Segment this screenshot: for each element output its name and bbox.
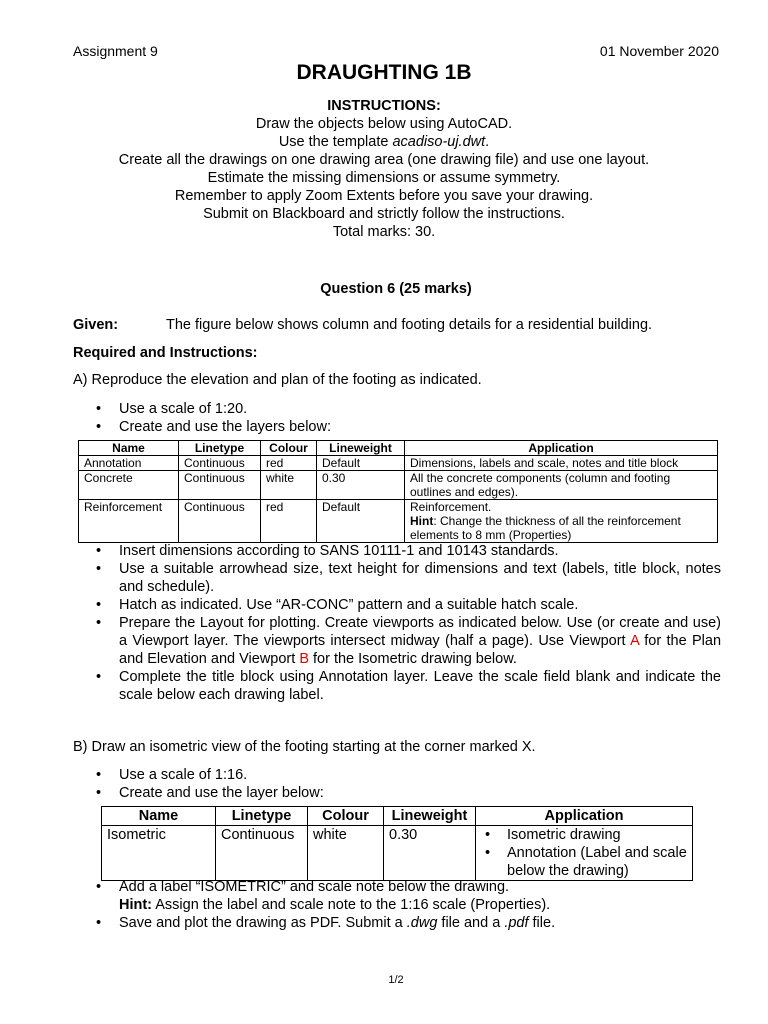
list-item: • Use a suitable arrowhead size, text height for dimensions and text (labels, title block, notes and schedule). — [73, 560, 721, 596]
table-cell: Annotation — [79, 456, 179, 471]
pdf-extension: .pdf — [504, 915, 529, 931]
list-item: • Create and use the layers below: — [73, 418, 721, 436]
table-cell: red — [261, 456, 317, 471]
instruction-line-1: Draw the objects below using AutoCAD. — [255, 116, 513, 132]
list-item — [73, 914, 733, 932]
table-cell: Concrete — [79, 471, 179, 500]
instruction-line-2-prefix: Use the template — [278, 134, 393, 150]
list-item: • Use a scale of 1:20. — [73, 400, 721, 418]
hint-label: Hint: — [119, 897, 153, 913]
save-text-2: file and a — [437, 915, 505, 931]
table-cell: white — [261, 471, 317, 500]
viewport-text-3: for the Isometric drawing below. — [308, 651, 517, 667]
part-a-text: A) Reproduce the elevation and plan of the footing as indicated. — [73, 372, 482, 388]
part-b-bullets-top — [73, 766, 721, 802]
hint-note — [119, 896, 733, 914]
save-text-1: Save and plot the drawing as PDF. Submit a — [119, 915, 407, 931]
instruction-line-2 — [36, 133, 732, 151]
list-item: • Use a scale of 1:16. — [73, 766, 721, 784]
hint-label: Hint — [410, 514, 434, 528]
table-cell: Continuous — [216, 826, 308, 881]
part-a-bullets-bottom — [73, 542, 721, 704]
page-number: 1/2 — [388, 974, 404, 986]
table-header-row — [102, 807, 693, 826]
table-cell: Reinforcement — [79, 500, 179, 543]
table-cell: Continuous — [179, 471, 261, 500]
table-header-row — [79, 441, 718, 456]
document-title: DRAUGHTING 1B — [296, 61, 472, 84]
table-cell: red — [261, 500, 317, 543]
assignment-date: 01 November 2020 — [599, 43, 719, 59]
instruction-line-6: Submit on Blackboard and strictly follow the instructions. — [203, 206, 565, 222]
list-item — [73, 614, 721, 668]
table-cell: All the concrete components (column and footing outlines and edges). — [405, 471, 718, 500]
table-cell — [476, 826, 693, 881]
table-header-application: Application — [476, 807, 693, 826]
table-row — [79, 471, 718, 500]
part-b-bullets-bottom — [73, 878, 733, 932]
table-cell: 0.30 — [317, 471, 405, 500]
instruction-line-5: Remember to apply Zoom Extents before you save your drawing. — [174, 188, 594, 204]
instruction-line-4: Estimate the missing dimensions or assume symmetry. — [207, 170, 561, 186]
part-b-text: B) Draw an isometric view of the footing starting at the corner marked X. — [73, 739, 536, 755]
table-cell — [405, 500, 718, 543]
table-header-name: Name — [79, 441, 179, 456]
hint-note — [410, 514, 712, 542]
table-row — [102, 826, 693, 881]
question-title: Question 6 (25 marks) — [320, 281, 472, 297]
instruction-line-2-suffix: . — [485, 134, 490, 150]
label-instruction: • Add a label “ISOMETRIC” and scale note below the drawing. — [119, 879, 510, 895]
application-text: Reinforcement. — [410, 500, 492, 514]
list-item: • Complete the title block using Annotation layer. Leave the scale field blank and indicate the scale below each drawing label. — [73, 668, 721, 704]
table-header-lineweight: Lineweight — [317, 441, 405, 456]
table-row — [79, 500, 718, 543]
list-item: • Hatch as indicated. Use “AR-CONC” pattern and a suitable hatch scale. — [73, 596, 721, 614]
instructions-heading: INSTRUCTIONS: — [327, 98, 441, 114]
table-cell: white — [308, 826, 384, 881]
table-cell: Dimensions, labels and scale, notes and title block — [405, 456, 718, 471]
required-heading: Required and Instructions: — [73, 345, 258, 361]
table-header-lineweight: Lineweight — [384, 807, 476, 826]
given-label: Given: — [73, 317, 119, 333]
list-item — [73, 878, 733, 914]
hint-text: : Change the thickness of all the reinforcement elements to 8 mm (Properties) — [410, 514, 681, 542]
template-filename: acadiso-uj.dwt — [392, 134, 486, 150]
given-text: The figure below shows column and footing details for a residential building. — [166, 317, 653, 333]
hint-text: Assign the label and scale note to the 1:16 scale (Properties). — [152, 897, 551, 913]
table-cell: Default — [317, 500, 405, 543]
save-text-3: file. — [528, 915, 556, 931]
instruction-line-3: Create all the drawings on one drawing area (one drawing file) and use one layout. — [118, 152, 650, 168]
viewport-b-label: B — [299, 651, 309, 667]
dwg-extension: .dwg — [406, 915, 438, 931]
table-header-colour: Colour — [261, 441, 317, 456]
layers-table-2 — [101, 806, 693, 881]
table-header-application: Application — [405, 441, 718, 456]
table-cell: Isometric — [102, 826, 216, 881]
table-header-name: Name — [102, 807, 216, 826]
list-item: • Insert dimensions according to SANS 10111-1 and 10143 standards. — [73, 542, 721, 560]
assignment-label: Assignment 9 — [73, 43, 158, 59]
table-row — [79, 456, 718, 471]
list-item: • Annotation (Label and scale below the drawing) — [481, 844, 687, 880]
table-cell: Default — [317, 456, 405, 471]
table-header-linetype: Linetype — [216, 807, 308, 826]
list-item: • Create and use the layer below: — [73, 784, 721, 802]
table-cell: Continuous — [179, 456, 261, 471]
layers-table-1 — [78, 440, 718, 543]
instruction-line-7: Total marks: 30. — [332, 224, 436, 240]
table-header-linetype: Linetype — [179, 441, 261, 456]
viewport-text-2: for the Plan and Elevation and Viewport — [119, 633, 722, 667]
instructions-block — [36, 97, 732, 241]
table-cell: Continuous — [179, 500, 261, 543]
table-header-colour: Colour — [308, 807, 384, 826]
table-cell: 0.30 — [384, 826, 476, 881]
part-a-bullets-top — [73, 400, 721, 436]
list-item: • Isometric drawing — [481, 826, 687, 844]
application-list — [481, 826, 687, 880]
viewport-text-1: Prepare the Layout for plotting. Create viewports as indicated below. Use (or create and use) a Viewport layer. The viewports intersect midway (half a page). Use Viewport — [119, 615, 721, 649]
viewport-a-label: A — [630, 633, 639, 649]
